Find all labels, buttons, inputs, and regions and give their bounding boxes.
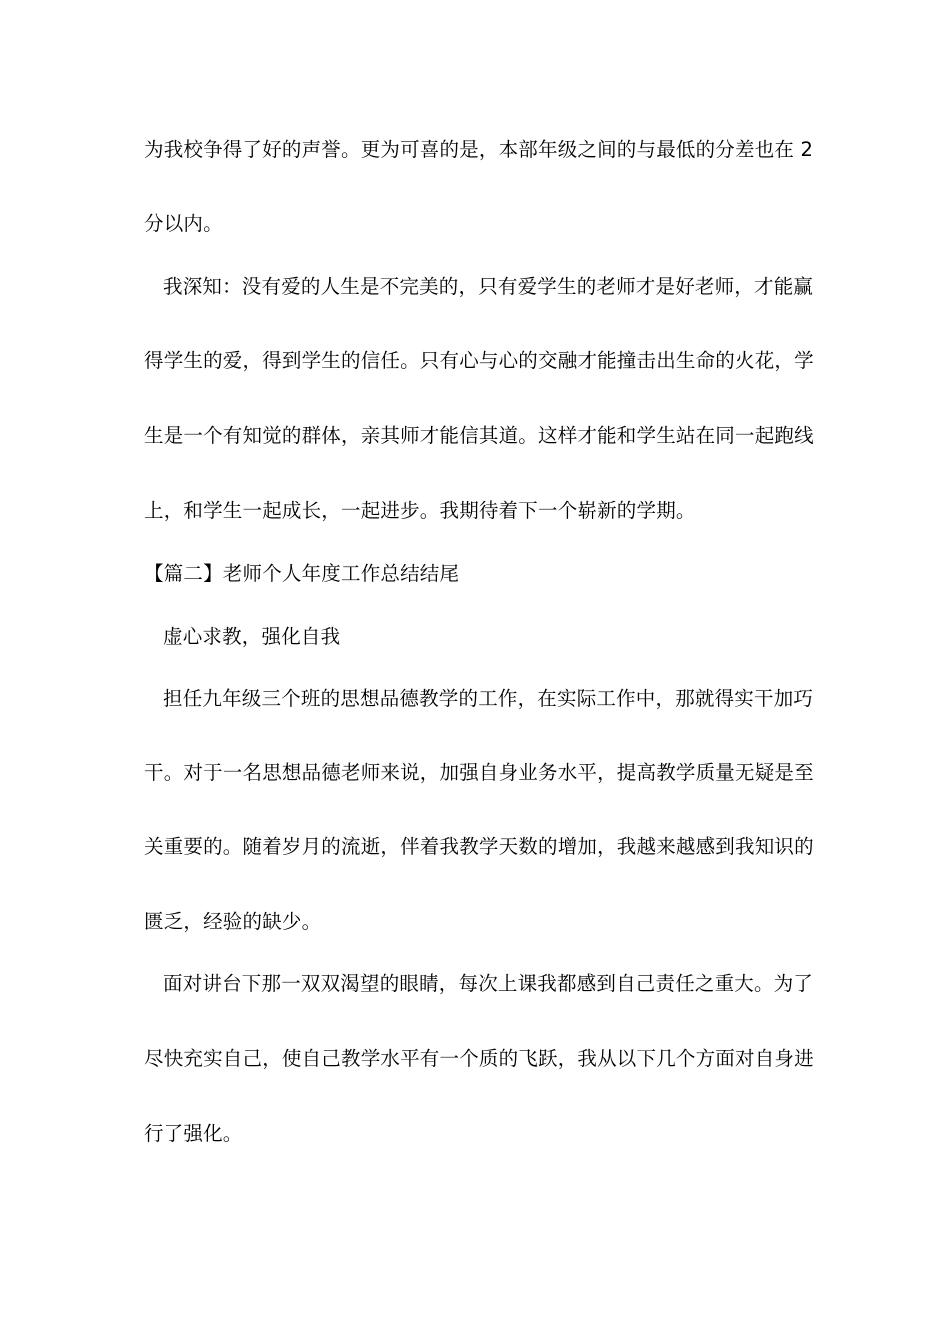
paragraph-line: 匮乏，经验的缺少。 <box>144 910 322 933</box>
paragraph-line: 面对讲台下那一双双渴望的眼睛，每次上课我都感到自己责任之重大。为了 <box>163 972 814 995</box>
section-heading: 【篇二】老师个人年度工作总结结尾 <box>144 562 460 585</box>
paragraph-line: 上，和学生一起成长，一起进步。我期待着下一个崭新的学期。 <box>144 499 696 522</box>
paragraph-line: 生是一个有知觉的群体，亲其师才能信其道。这样才能和学生站在同一起跑线 <box>144 424 814 447</box>
paragraph-line: 行了强化。 <box>144 1122 243 1145</box>
paragraph-line: 得学生的爱，得到学生的信任。只有心与心的交融才能撞击出生命的火花，学 <box>144 349 814 372</box>
paragraph-line: 分以内。 <box>144 212 223 235</box>
paragraph-line: 关重要的。随着岁月的流逝，伴着我教学天数的增加，我越来越感到我知识的 <box>144 835 814 858</box>
paragraph-line: 干。对于一名思想品德老师来说，加强自身业务水平，提高教学质量无疑是至 <box>144 761 814 784</box>
paragraph-line: 尽快充实自己，使自己教学水平有一个质的飞跃，我从以下几个方面对自身进 <box>144 1047 814 1070</box>
paragraph-line: 担任九年级三个班的思想品德教学的工作，在实际工作中，那就得实干加巧 <box>163 687 814 710</box>
paragraph-line: 为我校争得了好的声誉。更为可喜的是，本部年级之间的与最低的分差也在 2 <box>144 138 814 161</box>
paragraph-line: 我深知：没有爱的人生是不完美的，只有爱学生的老师才是好老师，才能赢 <box>163 275 814 298</box>
subsection-heading: 虚心求教，强化自我 <box>163 625 341 648</box>
